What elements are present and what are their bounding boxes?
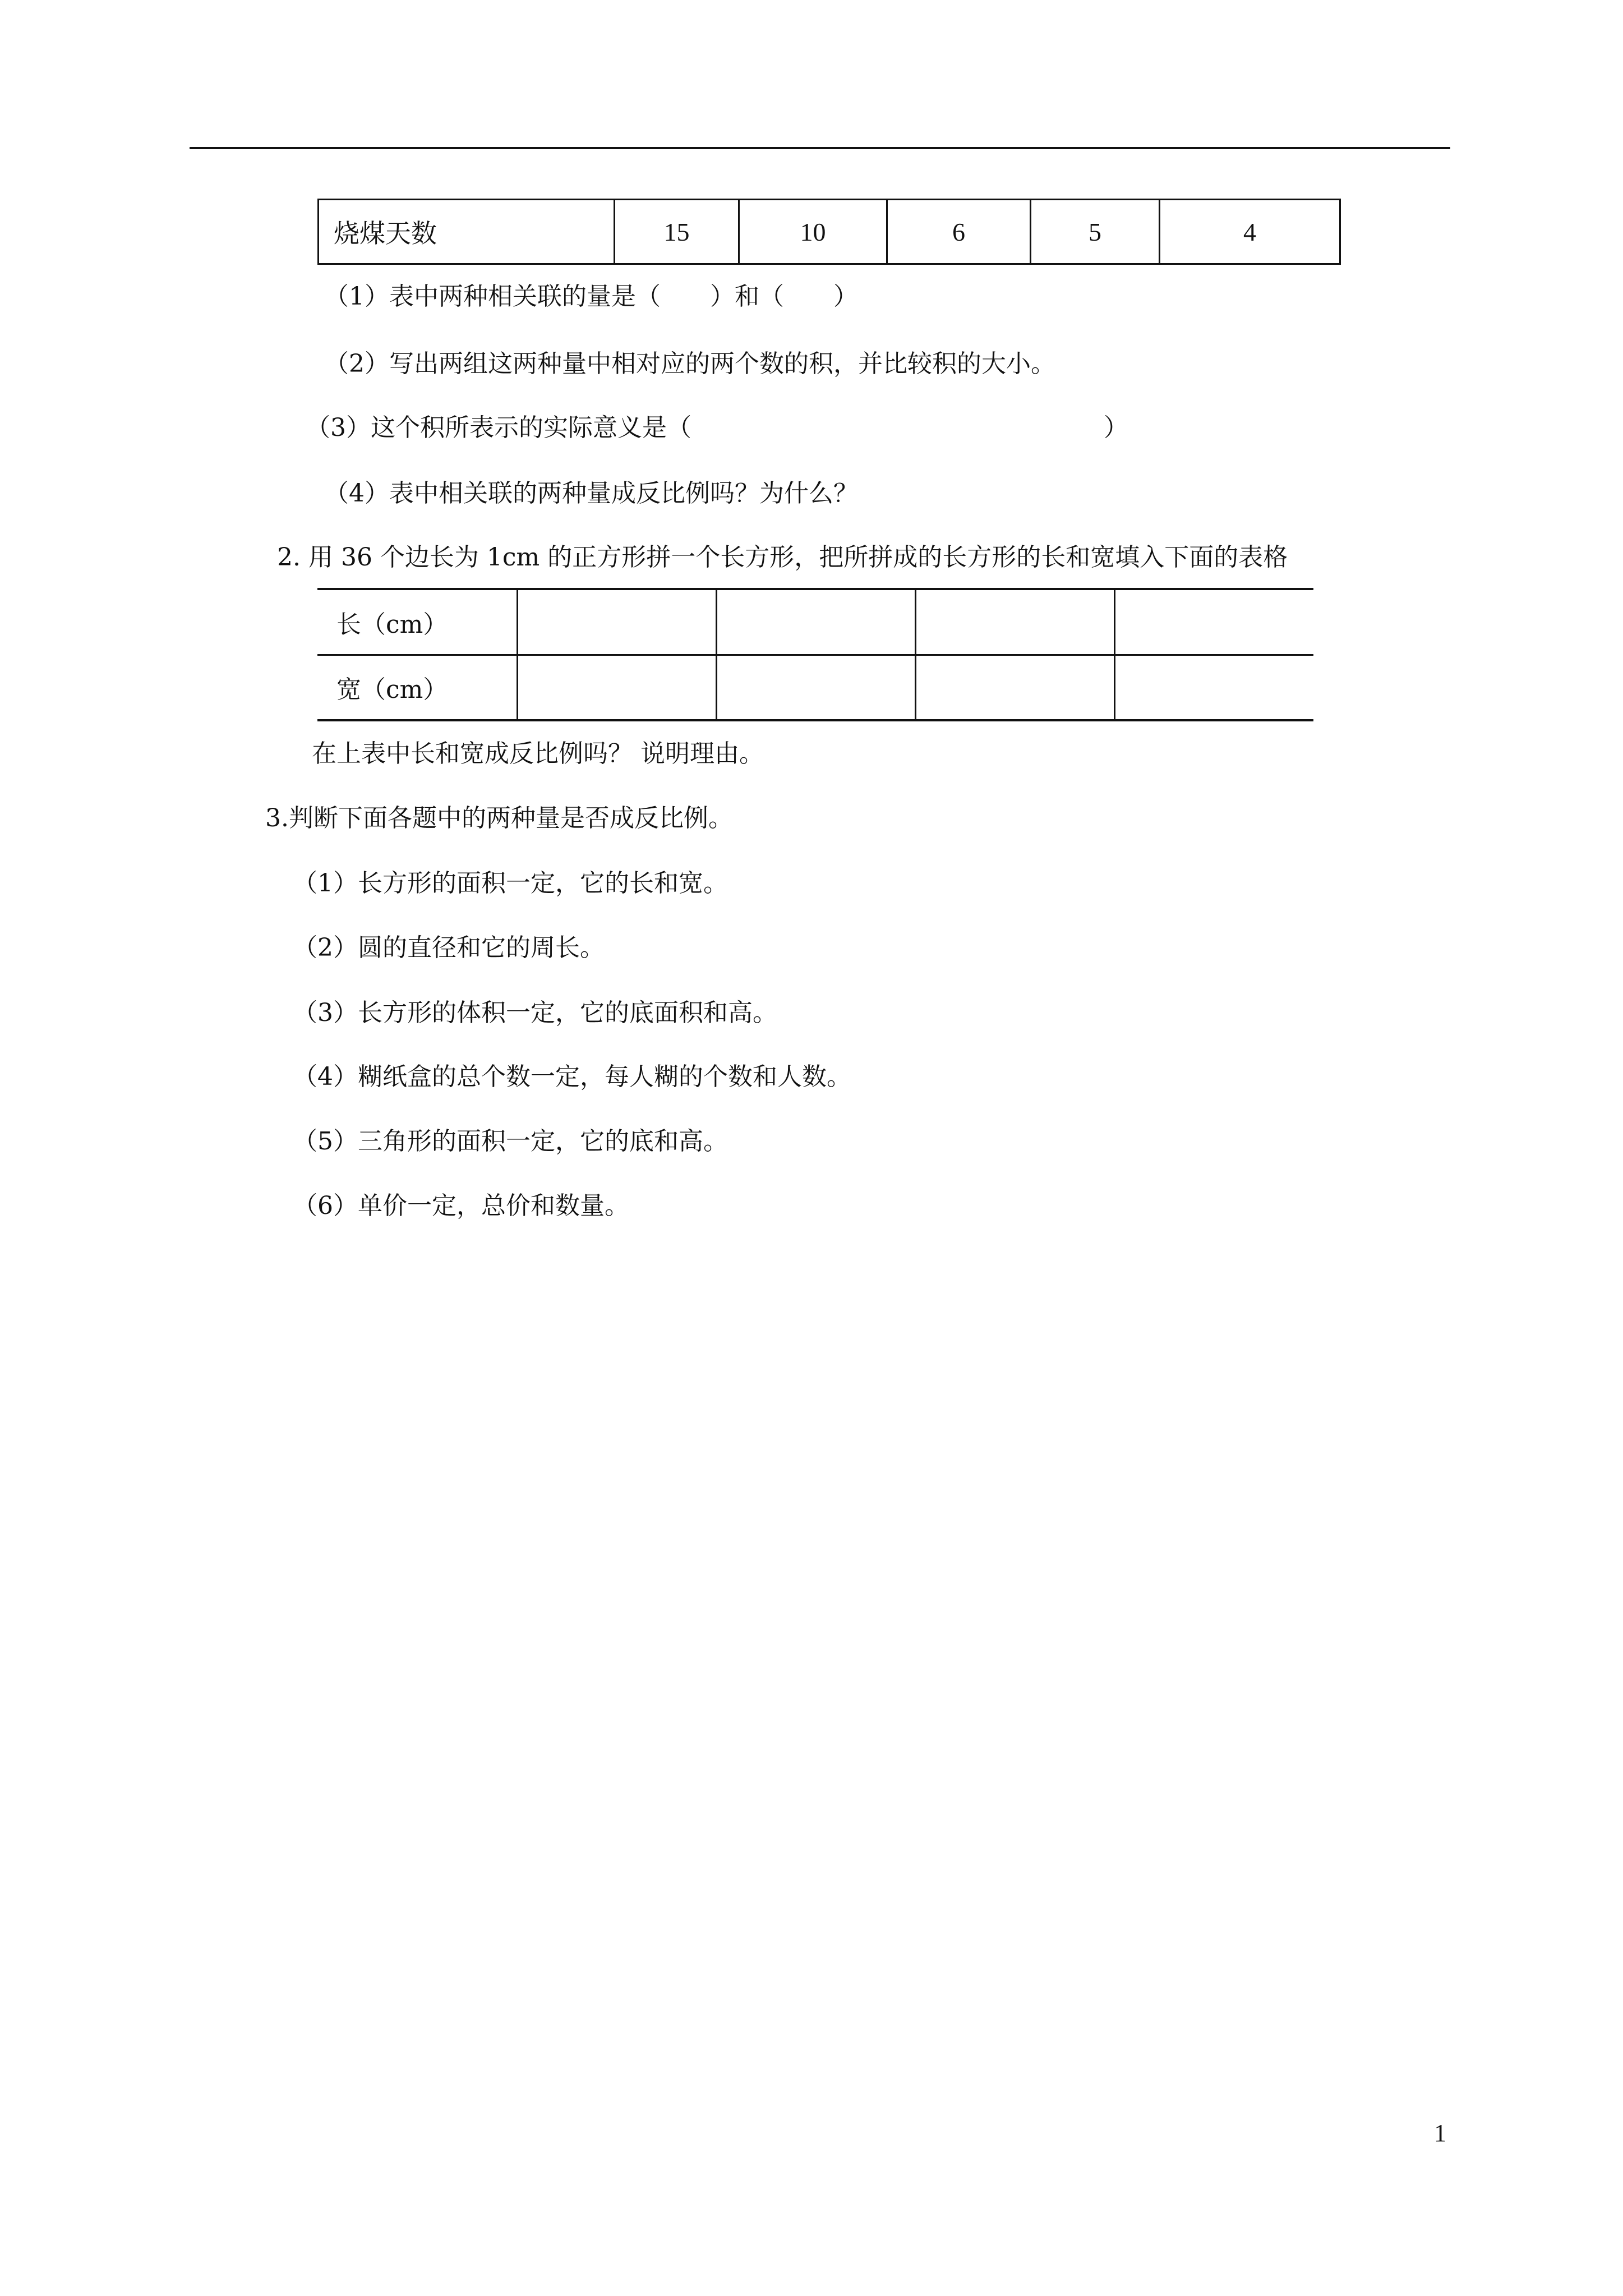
answer-cell[interactable]: [1114, 589, 1313, 655]
answer-cell[interactable]: [517, 589, 716, 655]
coal-days-table: [317, 199, 1341, 265]
question-3-title: 3.判断下面各题中的两种量是否成反比例。: [265, 804, 733, 832]
question-2-text: 2. 用 36 个边长为 1cm 的正方形拼一个长方形，把所拼成的长方形的长和宽填入下面的表格: [277, 543, 1288, 572]
table-row: [317, 589, 1313, 655]
page-number: 1: [1434, 2119, 1446, 2147]
answer-cell[interactable]: [915, 589, 1114, 655]
question-1-part-3-close: ）: [1104, 413, 1128, 442]
answer-cell[interactable]: [716, 589, 915, 655]
table-cell: 10: [739, 200, 887, 264]
table-cell: 5: [1031, 200, 1160, 264]
answer-cell[interactable]: [1114, 655, 1313, 720]
length-label: 长（cm）: [317, 589, 517, 655]
header-rule: [190, 147, 1450, 149]
answer-cell[interactable]: [915, 655, 1114, 720]
answer-cell[interactable]: [716, 655, 915, 720]
width-label: 宽（cm）: [317, 655, 517, 720]
question-3-item: （1）长方形的面积一定，它的长和宽。: [293, 869, 728, 898]
table-cell: 6: [887, 200, 1031, 264]
table-cell: 15: [615, 200, 739, 264]
answer-cell[interactable]: [517, 655, 716, 720]
question-1-part-3: （3）这个积所表示的实际意义是（: [306, 413, 691, 442]
question-1-part-2: （2）写出两组这两种量中相对应的两个数的积，并比较积的大小。: [324, 349, 1055, 378]
table-header-cell: 烧煤天数: [319, 200, 615, 264]
table-row: [317, 655, 1313, 720]
rectangle-size-table: [317, 588, 1313, 721]
question-2-followup: 在上表中长和宽成反比例吗？ 说明理由。: [312, 739, 764, 768]
question-1-part-1: （1）表中两种相关联的量是（ ）和（ ）: [324, 282, 858, 311]
question-3-item: （4）糊纸盒的总个数一定，每人糊的个数和人数。: [293, 1062, 851, 1091]
table-cell: 4: [1160, 200, 1340, 264]
question-1-part-4: （4）表中相关联的两种量成反比例吗？为什么？: [324, 479, 858, 508]
question-3-item: （5）三角形的面积一定，它的底和高。: [293, 1127, 728, 1156]
question-3-item: （2）圆的直径和它的周长。: [293, 933, 605, 962]
question-3-item: （3）长方形的体积一定，它的底面积和高。: [293, 999, 777, 1027]
question-3-item: （6）单价一定，总价和数量。: [293, 1191, 629, 1220]
table-row: [319, 200, 1340, 264]
